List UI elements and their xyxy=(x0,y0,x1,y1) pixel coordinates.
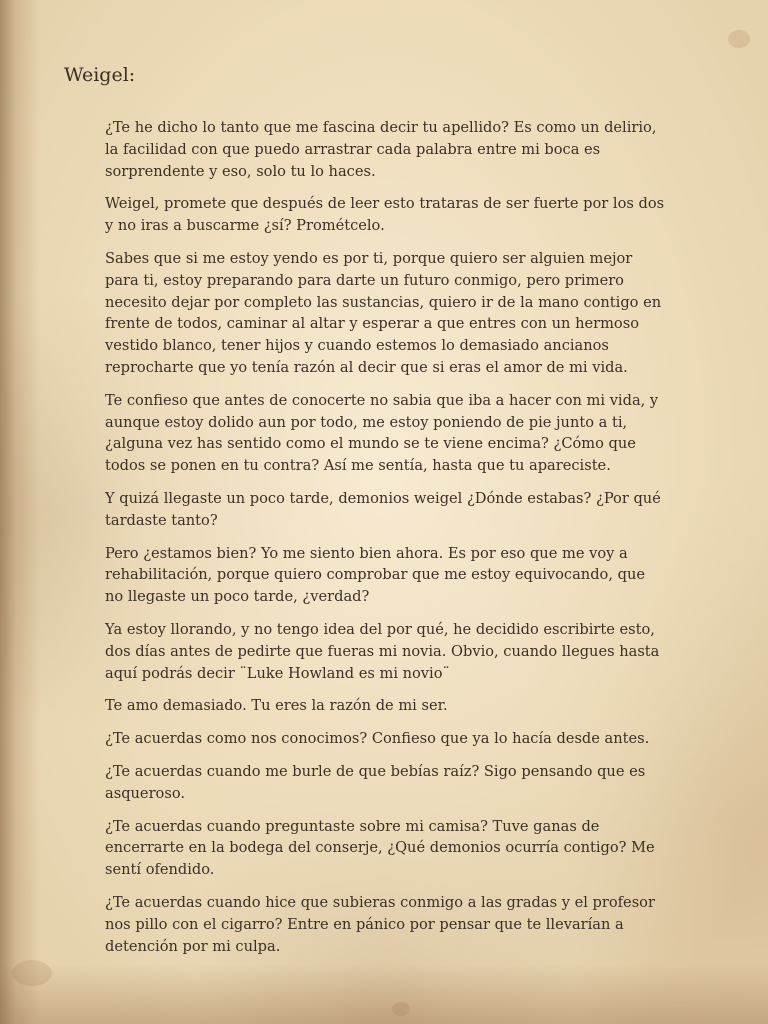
letter-paragraph: Pero ¿estamos bien? Yo me siento bien ahora. Es por eso que me voy a rehabilitación, porque quiero comprobar que me estoy equivocando, que no llegaste un poco tarde, ¿verdad? xyxy=(105,544,645,606)
letter-paragraph: Ya estoy llorando, y no tengo idea del por qué, he decidido escribirte esto, dos días antes de pedirte que fueras mi novia. Obvio, cuando llegues hasta aquí podrás decir ¨Luke Howland es mi novio¨ xyxy=(105,620,660,682)
page-left-edge-shadow xyxy=(0,0,40,1024)
letter-paragraph: Sabes que si me estoy yendo es por ti, porque quiero ser alguien mejor para ti, estoy preparando para darte un futuro conmigo, pero primero necesito dejar por completo las sustancias, quiero ir de la mano contigo en frente de todos, caminar al altar y esperar a que entres con un hermoso vestido blanco, tener hijos y cuando estemos lo demasiado ancianos reprocharte que yo tenía razón al decir que si eras el amor de mi vida. xyxy=(105,249,662,376)
paper-stain xyxy=(728,30,750,48)
letter-paragraph: Weigel, promete que después de leer esto trataras de ser fuerte por los dos y no iras a buscarme ¿sí? Prométcelo. xyxy=(105,195,665,235)
letter-paragraph: ¿Te acuerdas cuando hice que subieras conmigo a las gradas y el profesor nos pillo con el cigarro? Entre en pánico por pensar que te llevarían a detención por mi culpa. xyxy=(105,893,655,955)
letter-body xyxy=(105,117,665,968)
letter-paragraph: ¿Te acuerdas cuando preguntaste sobre mi camisa? Tuve ganas de encerrarte en la bodega del conserje, ¿Qué demonios ocurría contigo? Me sentí ofendido. xyxy=(105,817,655,879)
letter-paragraph: ¿Te acuerdas como nos conocimos? Confieso que ya lo hacía desde antes. xyxy=(105,730,650,748)
letter-paragraph: Te amo demasiado. Tu eres la razón de mi ser. xyxy=(105,697,448,715)
paper-stain xyxy=(392,1002,410,1016)
letter-salutation: Weigel: xyxy=(64,64,136,86)
letter-paragraph: ¿Te acuerdas cuando me burle de que bebías raíz? Sigo pensando que es asqueroso. xyxy=(105,762,646,802)
letter-paragraph: Te confieso que antes de conocerte no sabia que iba a hacer con mi vida, y aunque estoy dolido aun por todo, me estoy poniendo de pie junto a ti, ¿alguna vez has sentido como el mundo se te viene encima? ¿Cómo que todos se ponen en tu contra? Así me sentía, hasta que tu apareciste. xyxy=(105,391,659,475)
letter-paragraph: Y quizá llegaste un poco tarde, demonios weigel ¿Dónde estabas? ¿Por qué tardaste tanto? xyxy=(105,489,661,529)
page-bottom-edge-shadow xyxy=(0,964,768,1024)
letter-paragraph: ¿Te he dicho lo tanto que me fascina decir tu apellido? Es como un delirio, la facilidad con que puedo arrastrar cada palabra entre mi boca es sorprendente y eso, solo tu lo haces. xyxy=(105,119,657,180)
paper-stain xyxy=(12,960,52,986)
